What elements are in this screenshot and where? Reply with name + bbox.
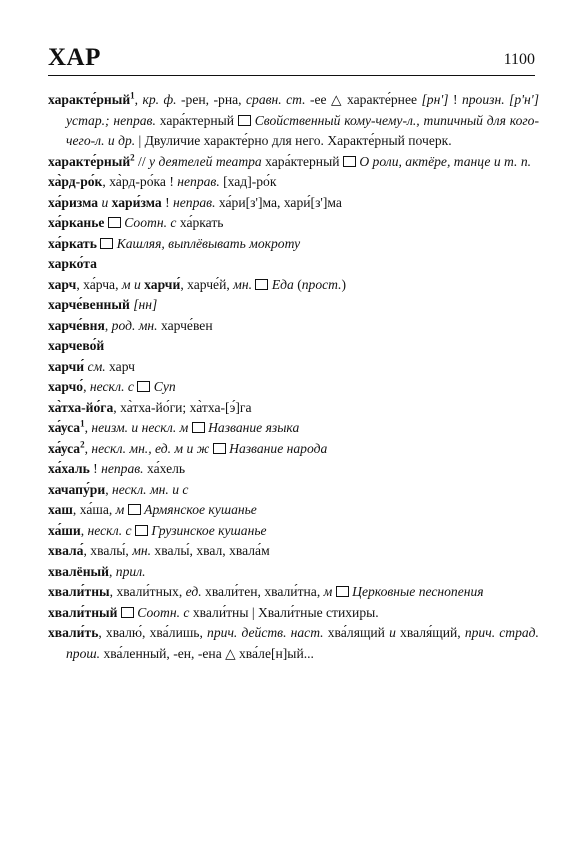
grammar-note: прил. <box>115 563 146 579</box>
grammar-note: и <box>130 276 145 292</box>
headword: ха̀рд-ро́к <box>48 174 103 189</box>
headword: хвала́ <box>48 543 84 558</box>
grammar-note: Название языка <box>208 420 300 435</box>
entry-text: хара́ктерный <box>261 153 343 169</box>
entry-text: , ха̀рд-ро́ка ! <box>102 174 178 189</box>
dictionary-entry <box>48 357 539 378</box>
headword: хачапу́ри <box>48 481 106 497</box>
entry-text: ха́ркать <box>176 215 224 230</box>
headword: харч <box>48 276 77 292</box>
grammar-note: Церковные песнопения <box>352 584 484 599</box>
header-rule <box>48 75 535 76</box>
page-number: 1100 <box>503 51 535 68</box>
grammar-note: устар.; неправ. <box>66 112 156 128</box>
dictionary-entry <box>48 459 539 480</box>
grammar-note: ед. <box>185 584 202 599</box>
grammar-note: неправ. <box>173 194 216 210</box>
entry-text: , хвалю́, хва́лишь, <box>98 625 208 640</box>
headword: хвали́тны <box>48 584 110 599</box>
dictionary-entry <box>48 152 539 173</box>
entry-text: , <box>84 420 92 435</box>
grammar-note: нескл. мн. <box>111 481 169 497</box>
dictionary-entry <box>48 398 539 419</box>
homonym-number: 2 <box>130 151 135 162</box>
entry-text: ( <box>293 276 302 292</box>
homonym-number: 1 <box>130 90 135 101</box>
dictionary-entry <box>48 500 539 521</box>
grammar-note: Суп <box>153 379 176 394</box>
entry-text: , <box>105 481 112 497</box>
definition-box-icon <box>100 238 113 249</box>
headword: харче́вня <box>48 317 105 333</box>
entry-text: ) <box>341 276 347 292</box>
dictionary-entry <box>48 254 539 275</box>
grammar-note: прост. <box>301 276 342 292</box>
headword: харче́венный <box>48 297 130 312</box>
headword: хари́зма <box>111 194 162 210</box>
entry-text: , ха́рча, <box>76 276 122 292</box>
definition-box-icon <box>213 443 226 454</box>
headword: ха́ши <box>48 522 81 538</box>
entry-text: , <box>84 440 92 456</box>
headword: харко́та <box>48 256 97 271</box>
entry-text: , ха́ша, <box>72 502 116 517</box>
dictionary-entry <box>48 562 539 583</box>
grammar-note: нескл. с <box>89 379 134 394</box>
entry-text: , харче́й, <box>180 276 234 292</box>
headword: ха̀тха-йо́га <box>48 399 114 415</box>
grammar-note: неправ. <box>101 461 144 476</box>
grammar-note: Свойственный кому-чему-л., типичный для кого-чего-л. и др. <box>66 112 539 148</box>
grammar-note: нескл. с <box>87 522 132 538</box>
grammar-note: Соотн. с <box>124 215 177 230</box>
entry-text: хваля́щий, <box>395 625 465 640</box>
grammar-note: [р'н'] <box>509 92 539 107</box>
entry-text: ! <box>161 194 174 210</box>
definition-box-icon <box>108 217 121 228</box>
dictionary-entry <box>48 377 539 398</box>
definition-box-icon <box>336 586 349 597</box>
definition-box-icon <box>128 504 141 515</box>
grammar-note: произн. <box>461 92 505 107</box>
entry-text: , <box>80 522 88 538</box>
grammar-note: кр. ф. <box>142 92 177 107</box>
grammar-note: нескл. м <box>141 420 189 435</box>
grammar-note: с <box>182 481 189 497</box>
definition-box-icon <box>343 156 356 167</box>
grammar-note: Название народа <box>229 440 328 456</box>
grammar-note: и <box>183 440 197 456</box>
running-head-word: ХАР <box>48 44 101 71</box>
dictionary-entry <box>48 275 539 296</box>
entry-text: , <box>104 317 112 333</box>
grammar-note: прич. страд. прош. <box>66 625 539 661</box>
headword: хаш <box>48 502 73 517</box>
entry-text: ха́хель <box>143 461 186 476</box>
homonym-number: 1 <box>80 418 85 429</box>
entry-text: , хвали́тных, <box>109 584 186 599</box>
headword: харчи́ <box>144 276 181 292</box>
dictionary-entry <box>48 623 539 664</box>
grammar-note: род. мн. <box>111 317 158 333</box>
grammar-note: сравн. ст. <box>246 92 306 107</box>
headword: хвали́ть <box>48 625 99 640</box>
dictionary-entry <box>48 295 539 316</box>
dictionary-entry <box>48 336 539 357</box>
dictionary-entry <box>48 316 539 337</box>
definition-box-icon <box>192 422 205 433</box>
entry-text: хвали́тен, хвали́тна, <box>201 584 324 599</box>
dictionary-entry <box>48 541 539 562</box>
dictionary-entry <box>48 582 539 603</box>
dictionary-entry <box>48 603 539 624</box>
entry-text: -рен, -рна, <box>176 92 246 107</box>
headword: хвалёный <box>48 563 109 579</box>
dictionary-entry <box>48 193 539 214</box>
headword: ха́рканье <box>48 215 105 230</box>
dictionary-entry <box>48 213 539 234</box>
dictionary-entry <box>48 90 539 152</box>
dictionary-entry <box>48 172 539 193</box>
entry-text: ! <box>448 92 462 107</box>
grammar-note: м <box>121 276 131 292</box>
headword: характе́рный <box>48 92 131 107</box>
grammar-note: Соотн. с <box>137 604 190 620</box>
entry-text: -ее △ характе́рнее <box>305 92 422 107</box>
grammar-note: неизм. <box>91 420 129 435</box>
grammar-note: ж <box>196 440 210 456</box>
entry-text: , ха̀тха-йо́ги; ха̀тха-[э́]га <box>113 399 252 415</box>
grammar-note: мн. <box>233 276 252 292</box>
page-header <box>48 38 535 72</box>
definition-box-icon <box>135 525 148 536</box>
grammar-note: О роли, актёре, танце и т. п. <box>359 153 532 169</box>
grammar-note: и <box>168 481 183 497</box>
definition-box-icon <box>255 279 268 290</box>
entry-text: хва́ленный, -ен, -ена △ хва́ле[н]ый... <box>100 645 314 661</box>
grammar-note: и <box>389 625 396 640</box>
grammar-note: Кашляя, выплёвывать мокроту <box>116 235 301 251</box>
dictionary-entry <box>48 418 539 439</box>
entry-text: , <box>109 563 116 579</box>
entry-text: хвалы́, хвал, хвала́м <box>151 543 270 558</box>
headword: харчо́ <box>48 379 84 394</box>
entry-text: ха́ри[з']ма, хари́[з']ма <box>215 194 342 210</box>
headword: ха́уса <box>48 440 81 456</box>
homonym-number: 2 <box>80 438 85 449</box>
entry-text: [хад]-ро́к <box>219 174 277 189</box>
entry-text: хва́лящий <box>323 625 390 640</box>
entry-text: ! <box>89 461 102 476</box>
headword: ха́ркать <box>48 235 97 251</box>
headword: харчи́ <box>48 358 85 374</box>
grammar-note: прич. действ. наст. <box>207 625 324 640</box>
dictionary-entry <box>48 521 539 542</box>
headword: характе́рный <box>48 153 131 169</box>
entry-text: хвали́тны | Хвали́тные стихиры. <box>189 604 379 620</box>
entry-text: , хвалы́, <box>83 543 133 558</box>
grammar-note: нескл. мн., ед. м <box>91 440 184 456</box>
entry-list <box>48 90 539 664</box>
grammar-note: [рн'] <box>421 92 449 107</box>
dictionary-entry <box>48 439 539 460</box>
grammar-note: и <box>128 420 142 435</box>
entry-text: | Двуличие характе́рно для него. Характе́рный почерк. <box>135 133 452 148</box>
headword: хвали́тный <box>48 604 118 620</box>
dictionary-entry <box>48 234 539 255</box>
grammar-note: Армянское кушанье <box>144 502 257 517</box>
headword: ха́халь <box>48 461 90 476</box>
entry-text: , <box>134 92 143 107</box>
dictionary-entry <box>48 480 539 501</box>
headword: харчево́й <box>48 338 105 353</box>
grammar-note: мн. <box>132 543 152 558</box>
grammar-note: м <box>323 584 333 599</box>
grammar-note: м <box>115 502 125 517</box>
entry-text: харче́вен <box>157 317 213 333</box>
definition-box-icon <box>137 381 150 392</box>
grammar-note: см. <box>87 358 106 374</box>
definition-box-icon <box>121 607 134 618</box>
entry-text: харч <box>105 358 136 374</box>
entry-text: хара́ктерный <box>155 112 238 128</box>
grammar-note: Грузинское кушанье <box>151 522 267 538</box>
headword: ха́уса <box>48 420 81 435</box>
entry-text: // <box>134 153 150 169</box>
entry-text: , <box>83 379 90 394</box>
grammar-note: у деятелей театра <box>149 153 262 169</box>
grammar-note: Еда <box>271 276 294 292</box>
headword: ха́ризма <box>48 194 99 210</box>
grammar-note: неправ. <box>177 174 220 189</box>
definition-box-icon <box>238 115 251 126</box>
grammar-note: [нн] <box>133 297 158 312</box>
grammar-note: и <box>98 194 112 210</box>
